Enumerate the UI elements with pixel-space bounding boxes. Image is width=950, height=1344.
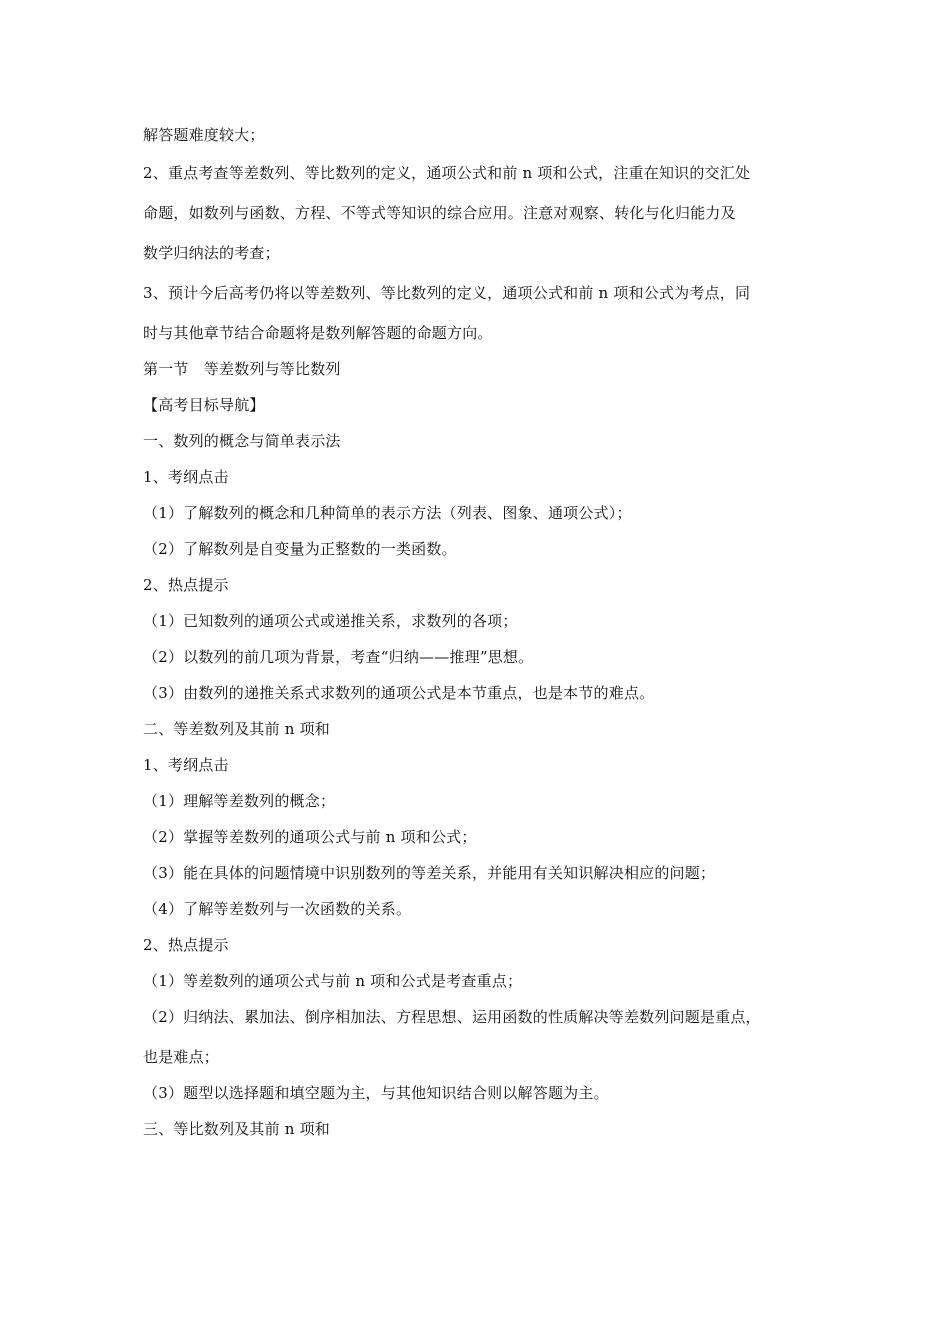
text-line: 2、重点考查等差数列、等比数列的定义，通项公式和前 n 项和公式，注重在知识的交汇处 xyxy=(143,164,751,182)
text-line: 3、预计今后高考仍将以等差数列、等比数列的定义，通项公式和前 n 项和公式为考点，同 xyxy=(143,284,751,302)
text-line: 数学归纳法的考查； xyxy=(143,244,280,262)
text-line: 时与其他章节结合命题将是数列解答题的命题方向。 xyxy=(143,324,493,342)
heading: 三、等比数列及其前 n 项和 xyxy=(143,1120,330,1138)
list-item: （1）了解数列的概念和几种简单的表示方法（列表、图象、通项公式）； xyxy=(143,504,632,522)
subheading: 2、热点提示 xyxy=(143,936,229,954)
list-item: （1）已知数列的通项公式或递推关系，求数列的各项； xyxy=(143,612,518,630)
text-line: 解答题难度较大； xyxy=(143,126,265,144)
list-item: （2）了解数列是自变量为正整数的一类函数。 xyxy=(143,540,457,558)
subheading: 2、热点提示 xyxy=(143,576,229,594)
list-item: （3）题型以选择题和填空题为主，与其他知识结合则以解答题为主。 xyxy=(143,1084,609,1102)
heading-target-nav: 【高考目标导航】 xyxy=(143,396,265,414)
subheading: 1、考纲点击 xyxy=(143,756,229,774)
list-item: （3）能在具体的问题情境中识别数列的等差关系，并能用有关知识解决相应的问题； xyxy=(143,864,716,882)
list-item: （1）等差数列的通项公式与前 n 项和公式是考查重点； xyxy=(143,972,523,990)
list-item-continued: 也是难点； xyxy=(143,1048,220,1066)
list-item: （2）归纳法、累加法、倒序相加法、方程思想、运用函数的性质解决等差数列问题是重点， xyxy=(143,1008,761,1026)
heading: 一、数列的概念与简单表示法 xyxy=(143,432,341,450)
list-item: （1）理解等差数列的概念； xyxy=(143,792,336,810)
list-item: （2）掌握等差数列的通项公式与前 n 项和公式； xyxy=(143,828,477,846)
heading: 二、等差数列及其前 n 项和 xyxy=(143,720,330,738)
list-item: （4）了解等差数列与一次函数的关系。 xyxy=(143,900,412,918)
subheading: 1、考纲点击 xyxy=(143,468,229,486)
section-title: 第一节 等差数列与等比数列 xyxy=(143,360,341,378)
list-item: （2）以数列的前几项为背景，考查“归纳——推理”思想。 xyxy=(143,648,534,666)
text-line: 命题，如数列与函数、方程、不等式等知识的综合应用。注意对观察、转化与化归能力及 xyxy=(143,204,736,222)
list-item: （3）由数列的递推关系式求数列的通项公式是本节重点，也是本节的难点。 xyxy=(143,684,655,702)
